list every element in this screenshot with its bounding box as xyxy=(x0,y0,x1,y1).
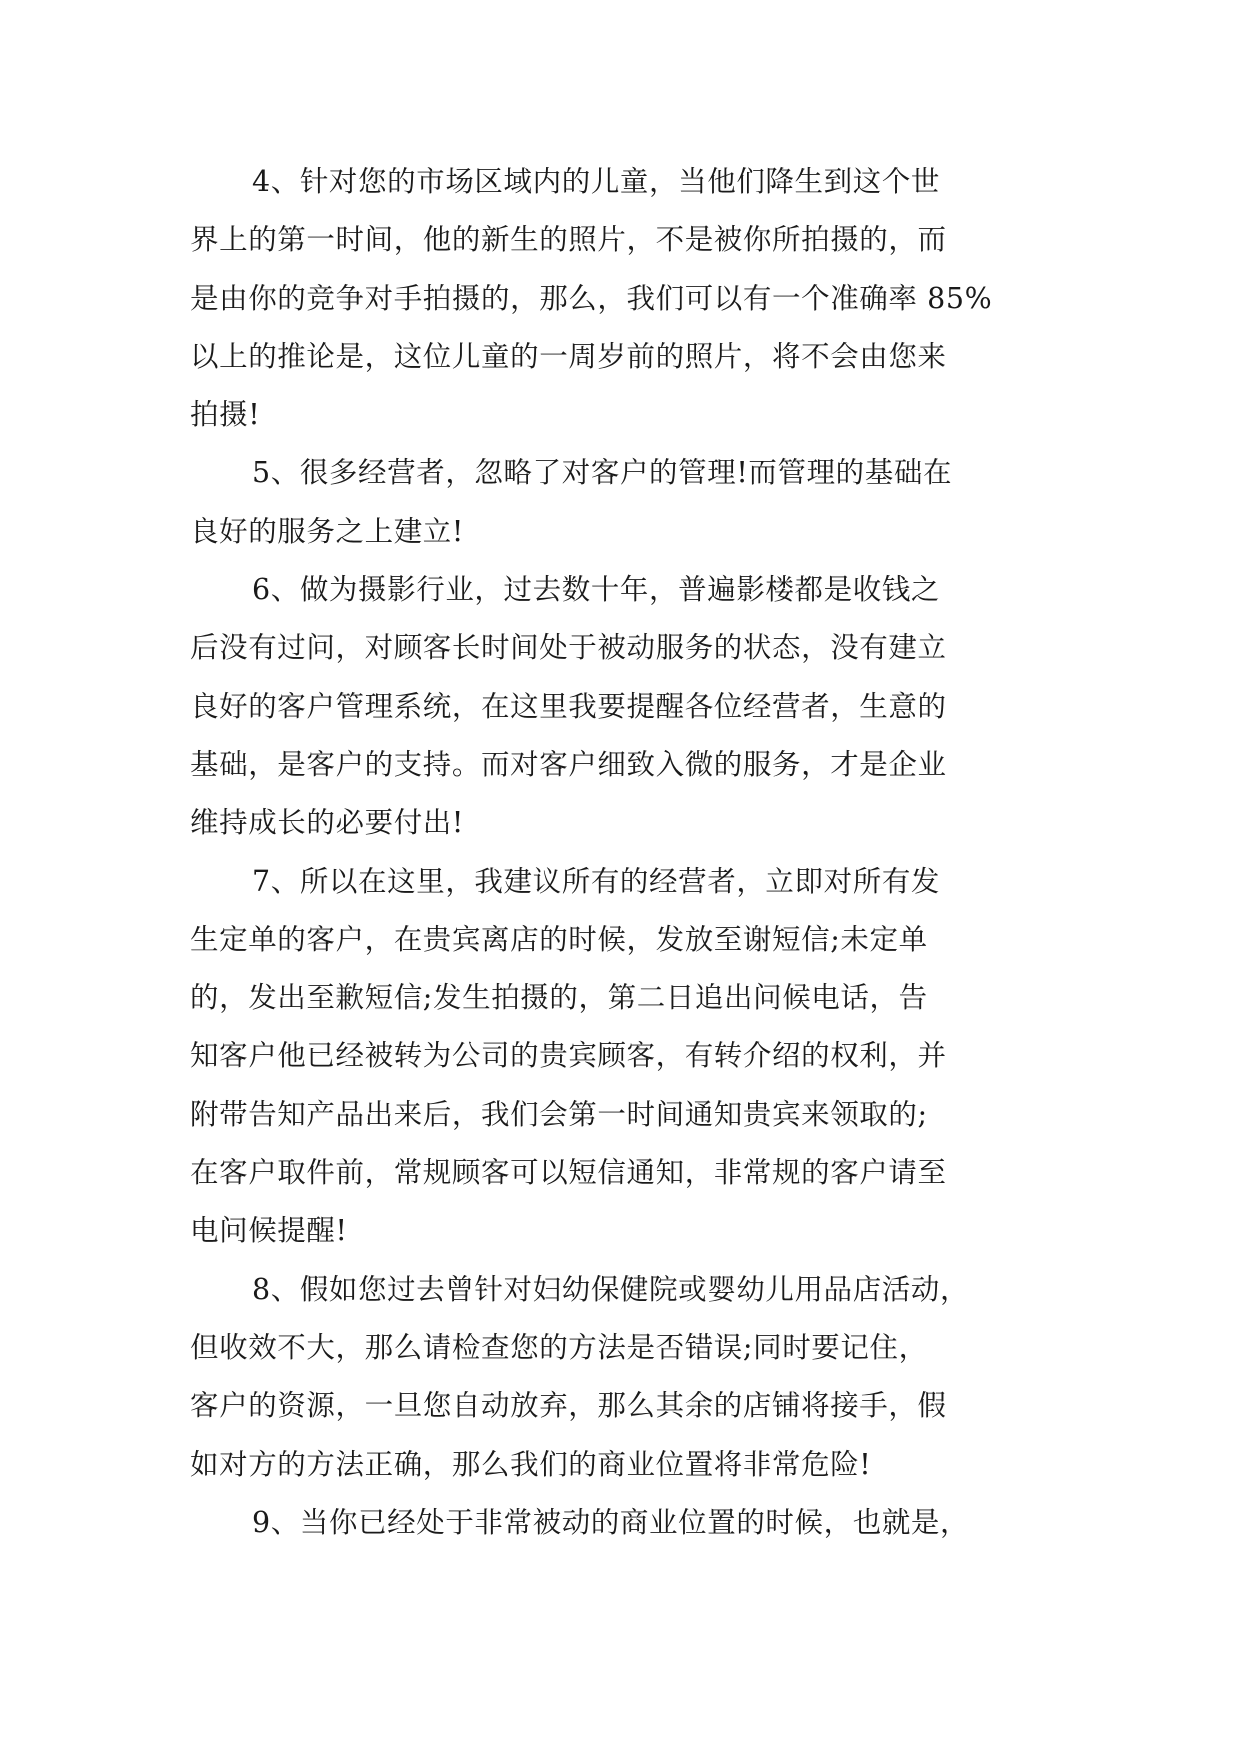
text-line: 客户的资源，一旦您自动放弃，那么其余的店铺将接手，假 xyxy=(190,1389,947,1423)
paragraph-5 xyxy=(190,444,1070,561)
text-line: 良好的客户管理系统，在这里我要提醒各位经营者，生意的 xyxy=(190,689,947,723)
text-line: 拍摄! xyxy=(190,398,261,432)
paragraph-4 xyxy=(190,153,1070,444)
text-line: 基础，是客户的支持。而对客户细致入微的服务，才是企业 xyxy=(190,747,947,781)
text-line: 维持成长的必要付出! xyxy=(190,806,464,840)
paragraph-9 xyxy=(190,1494,1070,1552)
text-line: 是由你的竞争对手拍摄的，那么，我们可以有一个准确率 85% xyxy=(190,281,993,315)
text-line: 9、当你已经处于非常被动的商业位置的时候，也就是， xyxy=(252,1505,970,1539)
text-line: 在客户取件前，常规顾客可以短信通知，非常规的客户请至 xyxy=(190,1156,947,1190)
paragraph-6 xyxy=(190,561,1070,852)
text-line: 4、针对您的市场区域内的儿童，当他们降生到这个世 xyxy=(252,165,941,198)
text-line: 良好的服务之上建立! xyxy=(190,514,464,548)
text-line: 界上的第一时间，他的新生的照片，不是被你所拍摄的，而 xyxy=(190,223,947,257)
text-line: 后没有过问，对顾客长时间处于被动服务的状态，没有建立 xyxy=(190,631,947,665)
text-line: 生定单的客户，在贵宾离店的时候，发放至谢短信;未定单 xyxy=(190,922,928,956)
text-line: 知客户他已经被转为公司的贵宾顾客，有转介绍的权利，并 xyxy=(190,1039,947,1073)
text-line: 电问候提醒! xyxy=(190,1214,348,1248)
text-line: 5、很多经营者，忽略了对客户的管理!而管理的基础在 xyxy=(252,456,953,490)
text-line: 的，发出至歉短信;发生拍摄的，第二日追出问候电话，告 xyxy=(190,981,928,1015)
text-line: 6、做为摄影行业，过去数十年，普遍影楼都是收钱之 xyxy=(252,573,941,607)
text-line: 如对方的方法正确，那么我们的商业位置将非常危险! xyxy=(190,1447,872,1481)
paragraph-7 xyxy=(190,853,1070,1261)
text-line: 但收效不大，那么请检查您的方法是否错误;同时要记住， xyxy=(190,1330,928,1364)
text-line: 附带告知产品出来后，我们会第一时间通知贵宾来领取的; xyxy=(190,1097,928,1131)
text-line: 以上的推论是，这位儿童的一周岁前的照片，将不会由您来 xyxy=(190,339,947,373)
text-line: 8、假如您过去曾针对妇幼保健院或婴幼儿用品店活动， xyxy=(252,1272,970,1306)
paragraph-8 xyxy=(190,1261,1070,1494)
document-body xyxy=(190,153,1070,1552)
text-line: 7、所以在这里，我建议所有的经营者，立即对所有发 xyxy=(252,864,941,898)
